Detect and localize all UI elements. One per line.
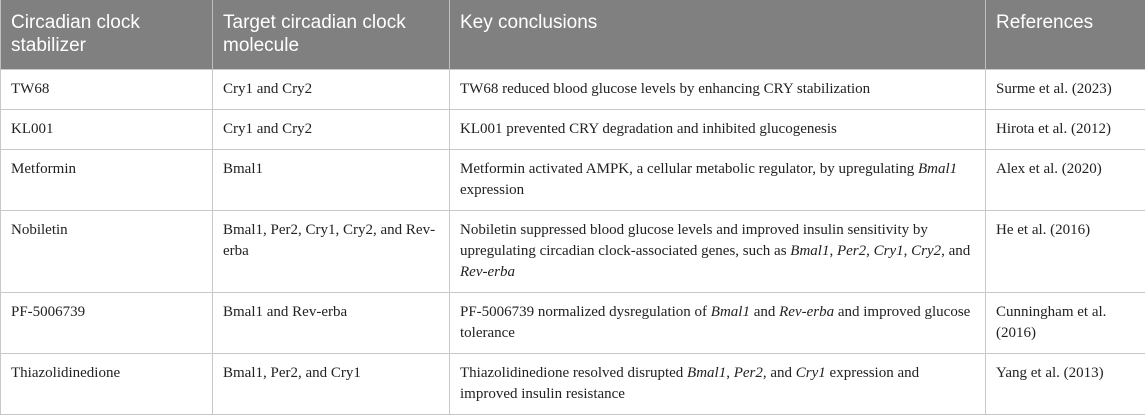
gene-name: Per2 xyxy=(837,243,866,259)
gene-name: Bmal1 xyxy=(687,365,726,381)
reference-cell: Yang et al. (2013) xyxy=(986,354,1145,415)
conclusion-cell xyxy=(450,354,986,415)
table-header-row xyxy=(1,0,1145,70)
stabilizer-cell: KL001 xyxy=(1,110,213,150)
reference-cell: He et al. (2016) xyxy=(986,211,1145,293)
conclusion-text: , and xyxy=(763,365,796,381)
reference-cell: Cunningham et al. (2016) xyxy=(986,293,1145,354)
conclusion-text: KL001 prevented CRY degradation and inhibited glucogenesis xyxy=(460,121,837,137)
stabilizer-cell: Thiazolidinedione xyxy=(1,354,213,415)
conclusion-text: , xyxy=(726,365,734,381)
stabilizer-cell: TW68 xyxy=(1,70,213,110)
gene-name: Cry1 xyxy=(874,243,904,259)
conclusion-text: TW68 reduced blood glucose levels by enhancing CRY stabilization xyxy=(460,81,870,97)
table-row xyxy=(1,354,1145,415)
conclusion-text: , xyxy=(866,243,874,259)
header-stabilizer: Circadian clock stabilizer xyxy=(1,0,213,70)
conclusion-text: , xyxy=(829,243,837,259)
conclusion-text: Nobiletin suppressed blood glucose levels and improved insulin sensitivity by upregulating circadian clock-associated genes, such as xyxy=(460,222,928,259)
gene-name: Cry2 xyxy=(911,243,941,259)
table-row xyxy=(1,150,1145,211)
header-target: Target circadian clock molecule xyxy=(213,0,450,70)
target-cell: Bmal1, Per2, and Cry1 xyxy=(213,354,450,415)
gene-name: Bmal1 xyxy=(711,304,750,320)
conclusion-text: and xyxy=(750,304,779,320)
gene-name: Rev-erba xyxy=(460,264,515,280)
target-cell: Bmal1 and Rev-erba xyxy=(213,293,450,354)
conclusion-text: expression xyxy=(460,182,524,198)
reference-cell: Hirota et al. (2012) xyxy=(986,110,1145,150)
target-cell: Cry1 and Cry2 xyxy=(213,110,450,150)
stabilizer-cell: Metformin xyxy=(1,150,213,211)
table-row xyxy=(1,110,1145,150)
conclusion-cell xyxy=(450,150,986,211)
header-conclusions: Key conclusions xyxy=(450,0,986,70)
stabilizer-cell: Nobiletin xyxy=(1,211,213,293)
conclusion-cell xyxy=(450,70,986,110)
gene-name: Bmal1 xyxy=(918,161,957,177)
conclusion-text: and improved glucose tolerance xyxy=(460,304,970,341)
table-row xyxy=(1,211,1145,293)
target-cell: Bmal1 xyxy=(213,150,450,211)
conclusion-text: , xyxy=(904,243,912,259)
target-cell: Bmal1, Per2, Cry1, Cry2, and Rev-erba xyxy=(213,211,450,293)
gene-name: Bmal1 xyxy=(790,243,829,259)
table-row xyxy=(1,70,1145,110)
gene-name: Per2 xyxy=(734,365,763,381)
target-cell: Cry1 and Cry2 xyxy=(213,70,450,110)
table-row xyxy=(1,293,1145,354)
stabilizer-cell: PF-5006739 xyxy=(1,293,213,354)
conclusion-text: , and xyxy=(941,243,970,259)
conclusion-cell xyxy=(450,293,986,354)
reference-cell: Alex et al. (2020) xyxy=(986,150,1145,211)
conclusion-cell xyxy=(450,110,986,150)
gene-name: Cry1 xyxy=(796,365,826,381)
reference-cell: Surme et al. (2023) xyxy=(986,70,1145,110)
header-references: References xyxy=(986,0,1145,70)
conclusion-cell xyxy=(450,211,986,293)
conclusion-text: Metformin activated AMPK, a cellular metabolic regulator, by upregulating xyxy=(460,161,918,177)
conclusion-text: PF-5006739 normalized dysregulation of xyxy=(460,304,711,320)
conclusion-text: Thiazolidinedione resolved disrupted xyxy=(460,365,687,381)
conclusion-text: expression and improved insulin resistance xyxy=(460,365,919,402)
gene-name: Rev-erba xyxy=(779,304,834,320)
